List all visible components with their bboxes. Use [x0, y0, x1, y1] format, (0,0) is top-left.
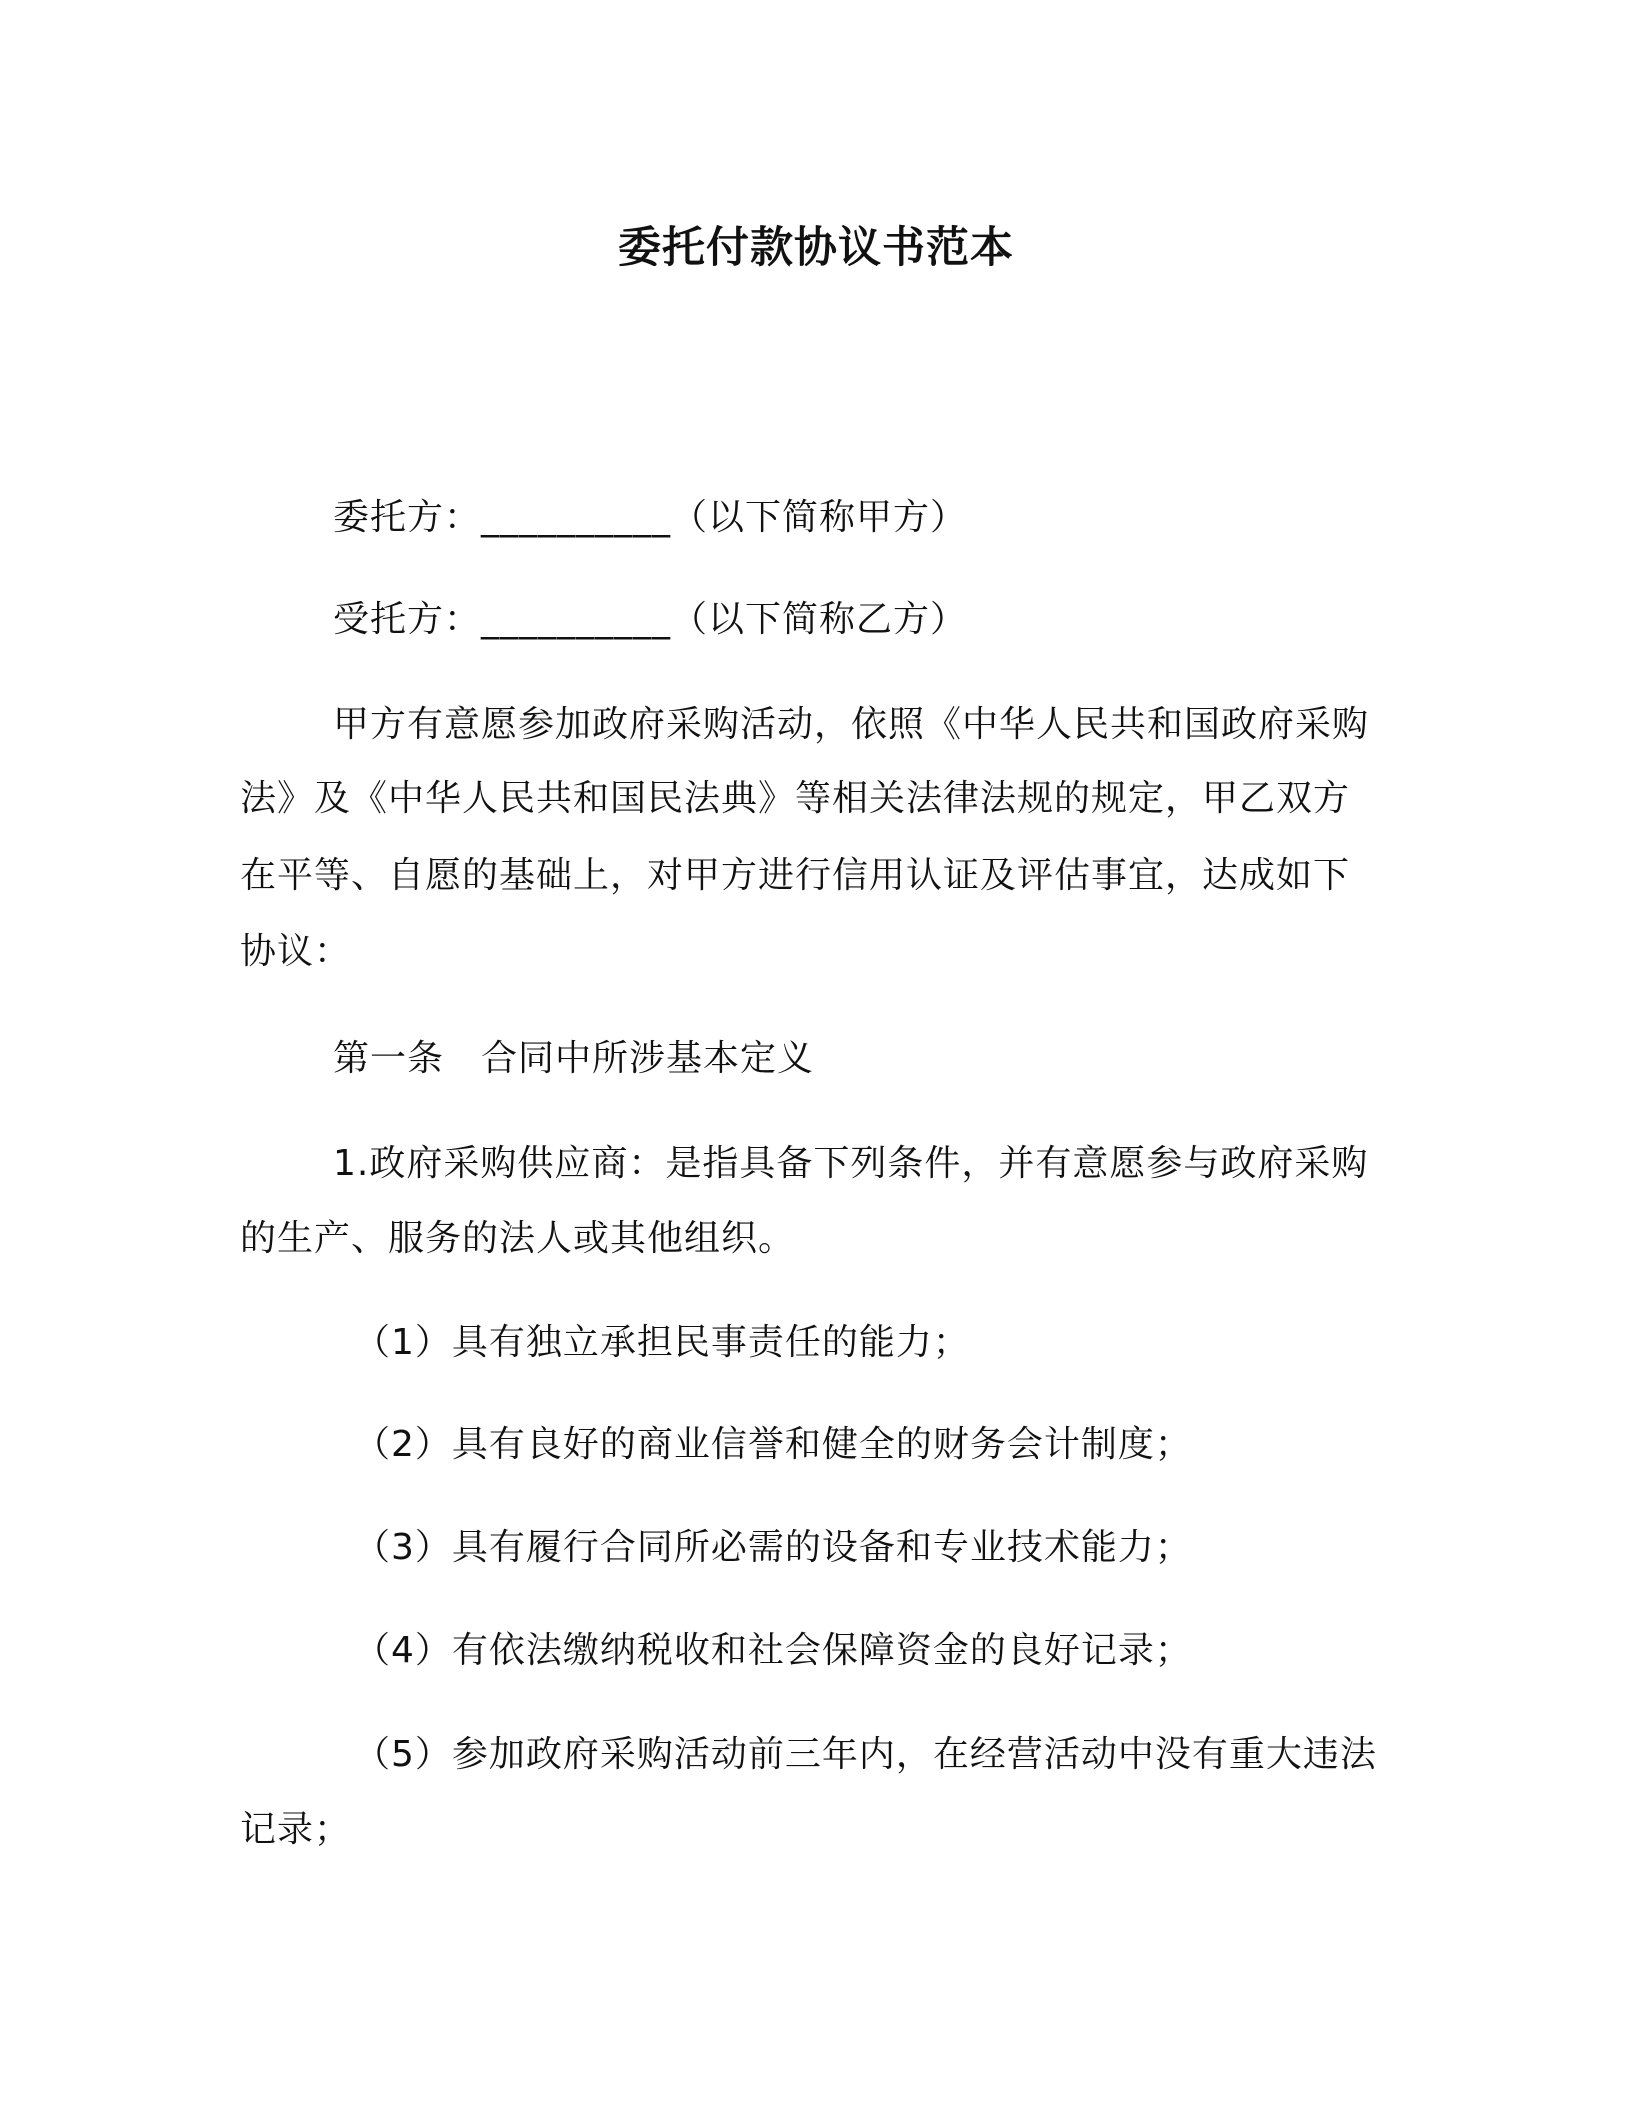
intro-line-3: 在平等、自愿的基础上，对甲方进行信用认证及评估事宜，达成如下	[240, 855, 1351, 896]
intro-line-4: 协议：	[240, 931, 352, 972]
intro-line-2: 法》及《中华人民共和国民法典》等相关法律法规的规定，甲乙双方	[240, 778, 1351, 819]
condition-5-continuation: 记录；	[240, 1809, 352, 1850]
condition-4: （4）有依法缴纳税收和社会保障资金的良好记录；	[354, 1630, 1192, 1671]
condition-2: （2）具有良好的商业信誉和健全的财务会计制度；	[354, 1424, 1192, 1465]
condition-3: （3）具有履行合同所必需的设备和专业技术能力；	[354, 1527, 1192, 1568]
party-b-line: 受托方：__________（以下简称乙方）	[333, 599, 968, 640]
condition-1: （1）具有独立承担民事责任的能力；	[354, 1322, 970, 1363]
party-a-line: 委托方：__________（以下简称甲方）	[333, 497, 968, 538]
condition-5: （5）参加政府采购活动前三年内，在经营活动中没有重大违法	[354, 1734, 1377, 1775]
intro-line-1: 甲方有意愿参加政府采购活动，依照《中华人民共和国政府采购	[333, 704, 1370, 745]
article-1-heading: 第一条 合同中所涉基本定义	[333, 1038, 815, 1079]
definition-line-2: 的生产、服务的法人或其他组织。	[240, 1218, 796, 1259]
document-title: 委托付款协议书范本	[618, 223, 1014, 273]
definition-line-1: 1.政府采购供应商：是指具备下列条件，并有意愿参与政府采购	[333, 1143, 1369, 1184]
